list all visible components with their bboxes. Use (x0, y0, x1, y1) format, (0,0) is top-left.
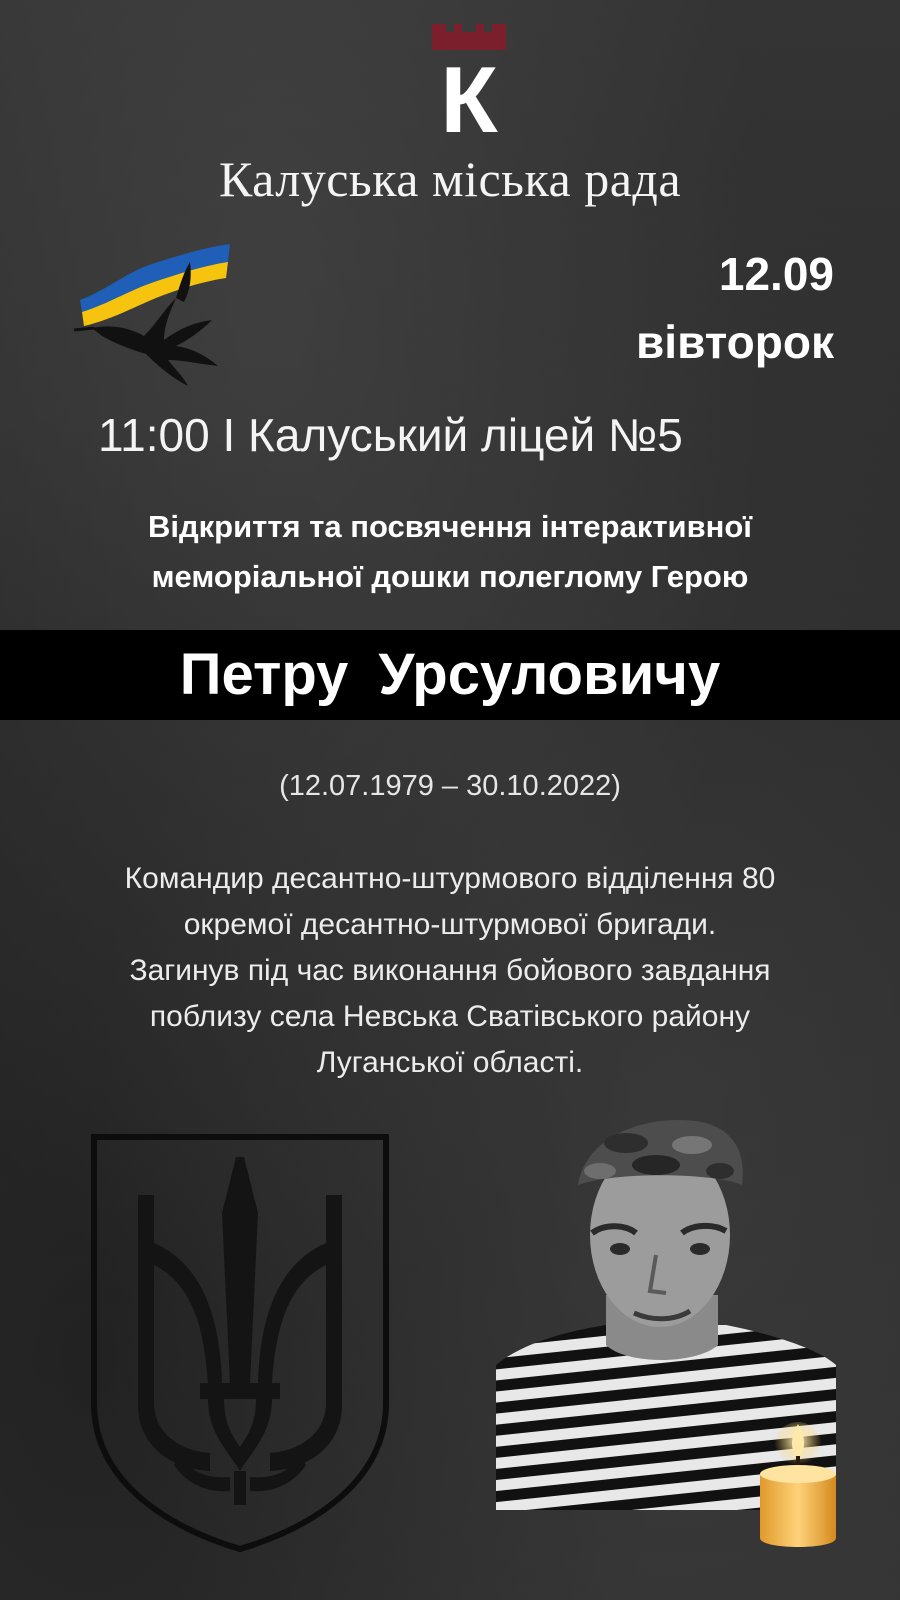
headline-line-1: Відкриття та посвячення інтерактивної (147, 509, 753, 544)
event-headline (0, 502, 900, 602)
event-date-block (636, 240, 834, 376)
bio-line: Командир десантно-штурмового відділення 80 (124, 862, 776, 895)
event-time-place: 11:00 I Калуський ліцей №5 (98, 409, 683, 461)
headline-line-2: меморіальної дошки полеглому Герою (151, 559, 749, 594)
kalush-city-logo (432, 24, 506, 136)
bio-line: Загинув під час виконання бойового завдання (129, 954, 771, 987)
hero-name: Петру Урсуловичу (179, 642, 721, 707)
trident-emblem-icon (90, 1133, 390, 1553)
hero-bio (30, 856, 870, 1086)
event-weekday: вівторок (636, 316, 834, 368)
bio-line: поблизу села Невська Сватівського району (149, 1000, 751, 1033)
event-date: 12.09 (718, 248, 834, 300)
council-name: Калуська міська рада (218, 151, 682, 207)
svg-text:К: К (440, 47, 498, 136)
memorial-candle-icon (754, 1420, 842, 1550)
dove-with-flag-icon (72, 232, 232, 392)
hero-life-dates: (12.07.1979 – 30.10.2022) (279, 770, 621, 802)
bio-line: Луганської області. (316, 1046, 584, 1079)
bio-line: окремої десантно-штурмової бригади. (183, 908, 717, 941)
